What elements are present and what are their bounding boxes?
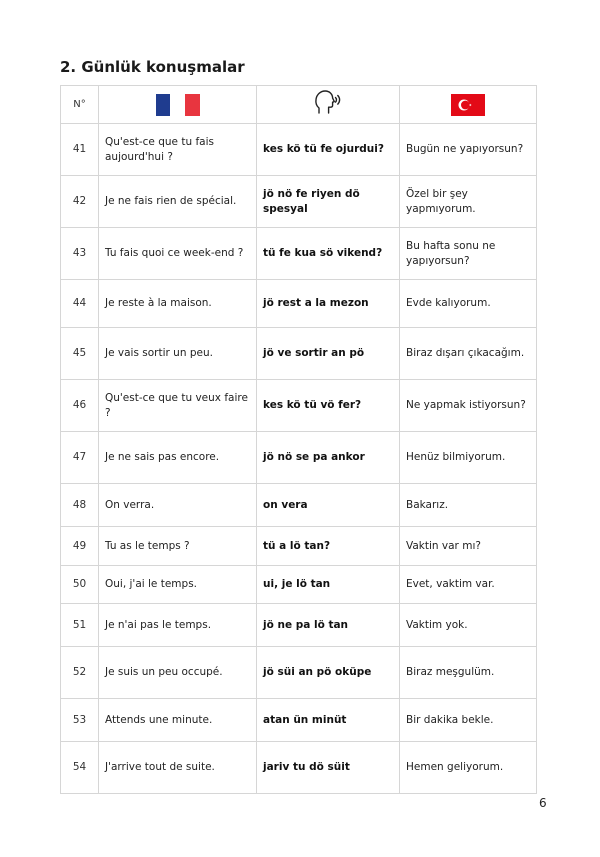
- pronunciation: jö süi an pö oküpe: [257, 647, 400, 699]
- pronunciation: atan ün minüt: [257, 699, 400, 742]
- pronunciation: on vera: [257, 484, 400, 527]
- row-number: 46: [61, 380, 99, 432]
- row-number: 47: [61, 432, 99, 484]
- number-header: N°: [61, 86, 99, 124]
- turkish-translation: Vaktim yok.: [400, 604, 537, 647]
- row-number: 50: [61, 566, 99, 604]
- pronunciation: tü a lö tan?: [257, 527, 400, 566]
- table-row: [61, 328, 537, 380]
- table-row: [61, 124, 537, 176]
- french-column-header: [99, 86, 257, 124]
- pronunciation: kes kö tü vö fer?: [257, 380, 400, 432]
- row-number: 52: [61, 647, 99, 699]
- french-phrase: Tu as le temps ?: [99, 527, 257, 566]
- turkish-translation: Biraz dışarı çıkacağım.: [400, 328, 537, 380]
- pronunciation: kes kö tü fe ojurdui?: [257, 124, 400, 176]
- pronunciation: jö rest a la mezon: [257, 280, 400, 328]
- table-row: [61, 699, 537, 742]
- table-row: [61, 380, 537, 432]
- pronunciation: jö nö fe riyen dö spesyal: [257, 176, 400, 228]
- turkish-translation: Özel bir şey yapmıyorum.: [400, 176, 537, 228]
- pronunciation: ui, je lö tan: [257, 566, 400, 604]
- french-flag-icon: [156, 94, 200, 116]
- row-number: 43: [61, 228, 99, 280]
- turkish-translation: Evet, vaktim var.: [400, 566, 537, 604]
- french-phrase: On verra.: [99, 484, 257, 527]
- row-number: 51: [61, 604, 99, 647]
- turkish-translation: Evde kalıyorum.: [400, 280, 537, 328]
- speaking-head-icon: [314, 89, 342, 115]
- french-phrase: Je ne fais rien de spécial.: [99, 176, 257, 228]
- row-number: 53: [61, 699, 99, 742]
- table-row: [61, 527, 537, 566]
- turkish-translation: Ne yapmak istiyorsun?: [400, 380, 537, 432]
- french-phrase: Qu'est-ce que tu fais aujourd'hui ?: [99, 124, 257, 176]
- french-phrase: Je reste à la maison.: [99, 280, 257, 328]
- turkish-translation: Biraz meşgulüm.: [400, 647, 537, 699]
- pronunciation-column-header: [257, 86, 400, 124]
- page-number: 6: [539, 796, 547, 810]
- row-number: 44: [61, 280, 99, 328]
- french-phrase: J'arrive tout de suite.: [99, 742, 257, 794]
- french-phrase: Je suis un peu occupé.: [99, 647, 257, 699]
- table-header-row: [61, 86, 537, 124]
- turkish-column-header: [400, 86, 537, 124]
- french-phrase: Attends une minute.: [99, 699, 257, 742]
- section-title: 2. Günlük konuşmalar: [60, 58, 245, 76]
- turkish-translation: Bu hafta sonu ne yapıyorsun?: [400, 228, 537, 280]
- pronunciation: tü fe kua sö vikend?: [257, 228, 400, 280]
- row-number: 42: [61, 176, 99, 228]
- french-phrase: Je vais sortir un peu.: [99, 328, 257, 380]
- row-number: 48: [61, 484, 99, 527]
- table-row: [61, 484, 537, 527]
- table-row: [61, 432, 537, 484]
- turkish-translation: Hemen geliyorum.: [400, 742, 537, 794]
- turkish-flag-icon: [451, 94, 485, 116]
- turkish-translation: Vaktin var mı?: [400, 527, 537, 566]
- french-phrase: Qu'est-ce que tu veux faire ?: [99, 380, 257, 432]
- phrase-table: [60, 85, 537, 794]
- pronunciation: jö ne pa lö tan: [257, 604, 400, 647]
- turkish-translation: Bugün ne yapıyorsun?: [400, 124, 537, 176]
- french-phrase: Tu fais quoi ce week-end ?: [99, 228, 257, 280]
- table-row: [61, 742, 537, 794]
- pronunciation: jö ve sortir an pö: [257, 328, 400, 380]
- turkish-translation: Bakarız.: [400, 484, 537, 527]
- row-number: 54: [61, 742, 99, 794]
- table-row: [61, 566, 537, 604]
- table-row: [61, 280, 537, 328]
- row-number: 45: [61, 328, 99, 380]
- french-phrase: Je n'ai pas le temps.: [99, 604, 257, 647]
- turkish-translation: Bir dakika bekle.: [400, 699, 537, 742]
- row-number: 41: [61, 124, 99, 176]
- french-phrase: Oui, j'ai le temps.: [99, 566, 257, 604]
- pronunciation: jö nö se pa ankor: [257, 432, 400, 484]
- table-row: [61, 228, 537, 280]
- table-row: [61, 604, 537, 647]
- row-number: 49: [61, 527, 99, 566]
- pronunciation: jariv tu dö süit: [257, 742, 400, 794]
- french-phrase: Je ne sais pas encore.: [99, 432, 257, 484]
- turkish-translation: Henüz bilmiyorum.: [400, 432, 537, 484]
- table-row: [61, 176, 537, 228]
- table-row: [61, 647, 537, 699]
